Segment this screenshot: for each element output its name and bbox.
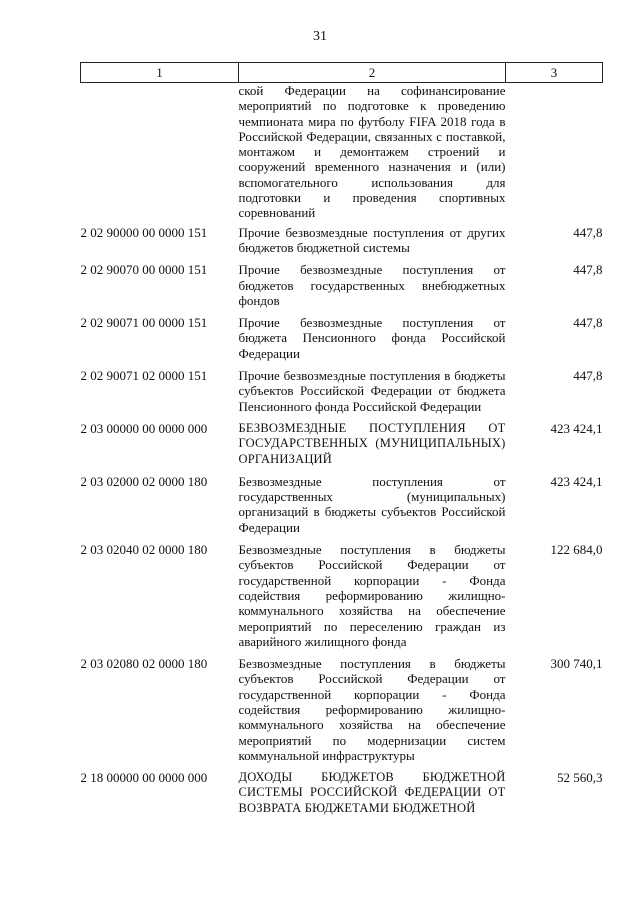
table-row — [81, 315, 603, 368]
code-cell: 2 02 90000 00 0000 151 — [80, 224, 208, 240]
amount-cell: 52 560,3 — [557, 770, 603, 786]
amount-cell: 447,8 — [573, 315, 603, 331]
amount-cell: 447,8 — [573, 368, 603, 384]
table-row — [81, 262, 603, 315]
table-row — [81, 770, 603, 823]
code-cell: 2 03 00000 00 0000 000 — [80, 420, 208, 436]
table-row — [81, 474, 603, 542]
code-cell — [81, 83, 239, 225]
budget-revenue-table — [80, 62, 603, 823]
table-row — [81, 656, 603, 770]
page-number: 31 — [313, 29, 327, 44]
description-cell: БЕЗВОЗМЕЗДНЫЕ ПОСТУПЛЕНИЯ ОТ ГОСУДАРСТВЕННЫХ (МУНИЦИПАЛЬНЫХ) ОРГАНИЗАЦИЙ — [238, 420, 506, 466]
code-cell: 2 03 02000 02 0000 180 — [80, 473, 208, 489]
table-row — [81, 368, 603, 421]
description-cell: ДОХОДЫ БЮДЖЕТОВ БЮДЖЕТНОЙ СИСТЕМЫ РОССИЙСКОЙ ФЕДЕРАЦИИ ОТ ВОЗВРАТА БЮДЖЕТАМИ БЮДЖЕТНОЙ — [238, 770, 506, 815]
description-cell: Прочие безвозмездные поступления в бюджеты субъектов Российской Федерации от бюджета Пенсионного фонда Российской Федерации — [238, 368, 506, 414]
code-cell: 2 03 02080 02 0000 180 — [80, 656, 208, 672]
amount-cell — [506, 83, 603, 225]
description-cell: Прочие безвозмездные поступления от бюджета Пенсионного фонда Российской Федерации — [238, 315, 506, 361]
description-cell: Безвозмездные поступления от государственных (муниципальных) организаций в бюджеты субъектов Российской Федерации — [238, 473, 506, 535]
amount-cell: 423 424,1 — [550, 473, 603, 489]
code-cell: 2 02 90071 02 0000 151 — [80, 368, 208, 384]
code-cell: 2 02 90071 00 0000 151 — [80, 315, 208, 331]
description-cell: ской Федерации на софинансирование мероприятий по подготовке к проведению чемпионата мира по футболу FIFA 2018 года в Российской Федерации, связанных с поставкой, монтажом и демонтажем строений и сооружений временного назначения и (или) вспомогательного использования для подготовки и проведения спортивных соревнований — [238, 83, 506, 221]
code-cell: 2 02 90070 00 0000 151 — [80, 262, 208, 278]
amount-cell: 300 740,1 — [550, 656, 603, 672]
column-header-1: 1 — [81, 63, 239, 83]
table-row — [81, 542, 603, 656]
amount-cell: 447,8 — [573, 224, 603, 240]
column-header-3: 3 — [506, 63, 603, 83]
table-header — [81, 63, 603, 83]
column-header-2: 2 — [239, 63, 506, 83]
amount-cell: 122 684,0 — [550, 542, 603, 558]
description-cell: Прочие безвозмездные поступления от других бюджетов бюджетной системы — [238, 224, 506, 255]
code-cell: 2 03 02040 02 0000 180 — [80, 542, 208, 558]
description-cell: Безвозмездные поступления в бюджеты субъектов Российской Федерации от государственной корпорации - Фонда содействия реформированию жилищно-коммунального хозяйства на обеспечение мероприятий по переселению граждан из аварийного жилищного фонда — [238, 542, 506, 649]
amount-cell: 447,8 — [573, 262, 603, 278]
table-row — [81, 421, 603, 474]
code-cell: 2 18 00000 00 0000 000 — [80, 770, 208, 786]
table-body — [81, 83, 603, 824]
description-cell: Безвозмездные поступления в бюджеты субъектов Российской Федерации от государственной корпорации - Фонда содействия реформированию жилищно-коммунального хозяйства на обеспечение мероприятий по модернизации систем коммунальной инфраструктуры — [238, 656, 506, 763]
table-header-row — [81, 63, 603, 83]
table-row-continuation — [81, 83, 603, 225]
amount-cell: 423 424,1 — [550, 420, 603, 436]
description-cell: Прочие безвозмездные поступления от бюджетов государственных внебюджетных фондов — [238, 262, 506, 308]
table-row — [81, 225, 603, 263]
